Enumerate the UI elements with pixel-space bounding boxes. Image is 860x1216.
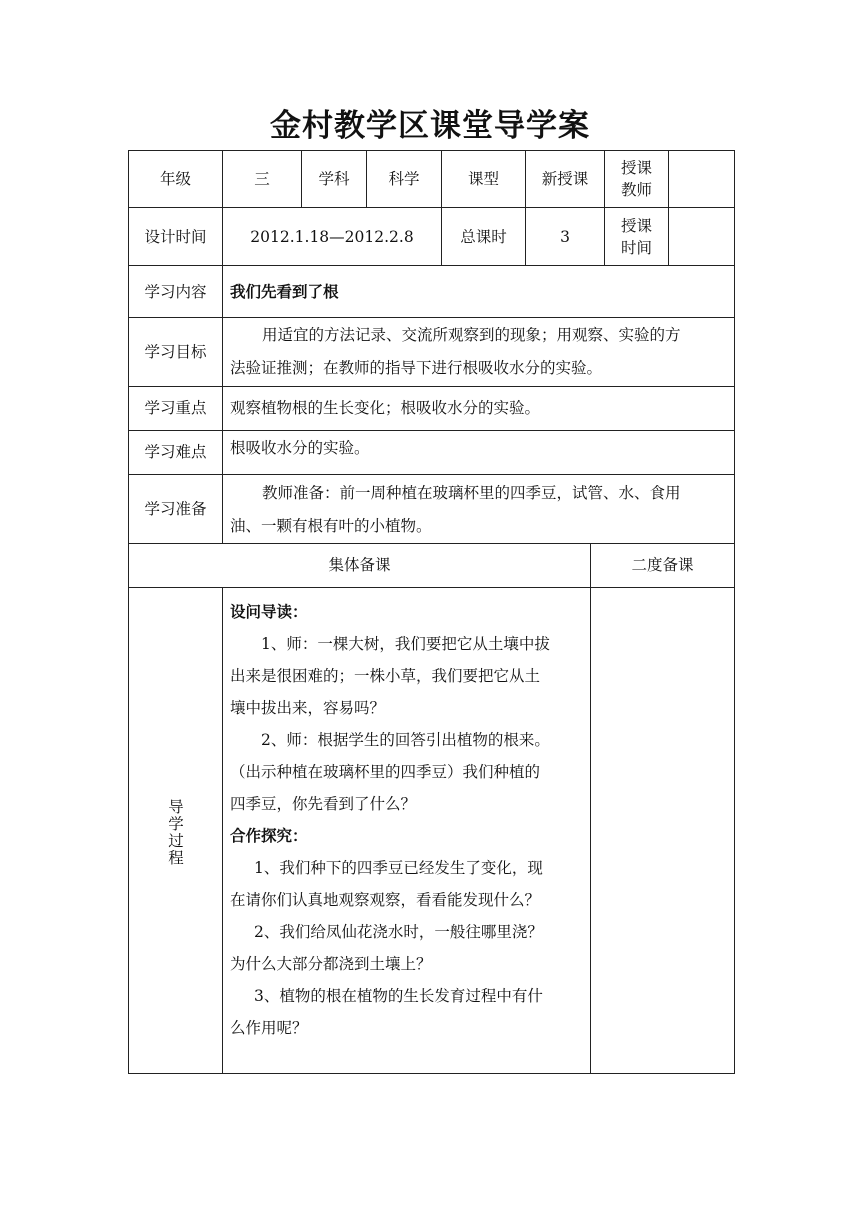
- design-value: 2012.1.18—2012.2.8: [250, 228, 414, 246]
- time-label-line2: 时间: [620, 239, 652, 257]
- cell-teacher-value: [668, 150, 735, 208]
- goals-line1: 用适宜的方法记录、交流所观察到的现象；用观察、实验的方: [262, 326, 681, 344]
- document-title: 金村教学区课堂导学案: [270, 108, 590, 144]
- content-label: 学习内容: [144, 283, 207, 301]
- inquiry-2-line1: 2、我们给凤仙花浇水时，一般往哪里浇？: [254, 923, 543, 941]
- type-value: 新授课: [541, 170, 589, 188]
- subject-value: 科学: [388, 170, 420, 188]
- difficulty-value: 根吸收水分的实验。: [230, 439, 370, 457]
- question-2-line3: 四季豆，你先看到了什么？: [230, 795, 417, 813]
- goals-label: 学习目标: [144, 343, 207, 361]
- goals-line2: 法验证推测；在教师的指导下进行根吸收水分的实验。: [230, 359, 603, 377]
- focus-value: 观察植物根的生长变化；根吸收水分的实验。: [230, 399, 541, 417]
- subject-label: 学科: [318, 170, 350, 188]
- inquiry-2-line2: 为什么大部分都浇到土壤上？: [230, 955, 432, 973]
- process-label-char-1: 导: [168, 798, 184, 816]
- collective-header: 集体备课: [328, 556, 391, 574]
- grade-value: 三: [254, 170, 270, 188]
- process-label-char-4: 程: [168, 849, 184, 867]
- process-label-char-3: 过: [168, 832, 184, 850]
- cell-process-second: [590, 587, 735, 1074]
- process-content: [230, 596, 586, 1044]
- prep-line2: 油、一颗有根有叶的小植物。: [230, 517, 432, 535]
- prep-label: 学习准备: [144, 500, 207, 518]
- design-label: 设计时间: [144, 228, 207, 246]
- inquiry-3-line2: 么作用呢？: [230, 1019, 308, 1037]
- question-1-line3: 壤中拔出来，容易吗？: [230, 699, 386, 717]
- time-label-line1: 授课: [620, 217, 652, 235]
- second-header: 二度备课: [631, 556, 694, 574]
- question-1-line1: 1、师：一棵大树，我们要把它从土壤中拔: [261, 635, 550, 653]
- hours-value: 3: [560, 228, 570, 246]
- question-1-line2: 出来是很困难的；一株小草，我们要把它从土: [230, 667, 541, 685]
- focus-label: 学习重点: [144, 399, 207, 417]
- inquiry-1-line1: 1、我们种下的四季豆已经发生了变化，现: [254, 859, 543, 877]
- grade-label: 年级: [159, 170, 191, 188]
- process-label: [166, 799, 186, 867]
- question-2-line2: （出示种植在玻璃杯里的四季豆）我们种植的: [230, 763, 541, 781]
- section-cooperative-inquiry: 合作探究：: [230, 826, 308, 845]
- teacher-label-line1: 授课: [620, 159, 652, 177]
- section-guided-reading: 设问导读：: [230, 602, 308, 621]
- inquiry-1-line2: 在请你们认真地观察观察，看看能发现什么？: [230, 891, 541, 909]
- prep-line1: 教师准备：前一周种植在玻璃杯里的四季豆，试管、水、食用: [262, 484, 681, 502]
- cell-time-value: [668, 207, 735, 266]
- question-2-line1: 2、师：根据学生的回答引出植物的根来。: [261, 731, 550, 749]
- hours-label: 总课时: [460, 228, 507, 246]
- difficulty-label: 学习难点: [144, 443, 207, 461]
- inquiry-3-line1: 3、植物的根在植物的生长发育过程中有什: [254, 987, 543, 1005]
- teacher-label-line2: 教师: [620, 181, 652, 199]
- type-label: 课型: [467, 170, 499, 188]
- process-label-char-2: 学: [168, 815, 184, 833]
- content-value: 我们先看到了根: [230, 282, 339, 301]
